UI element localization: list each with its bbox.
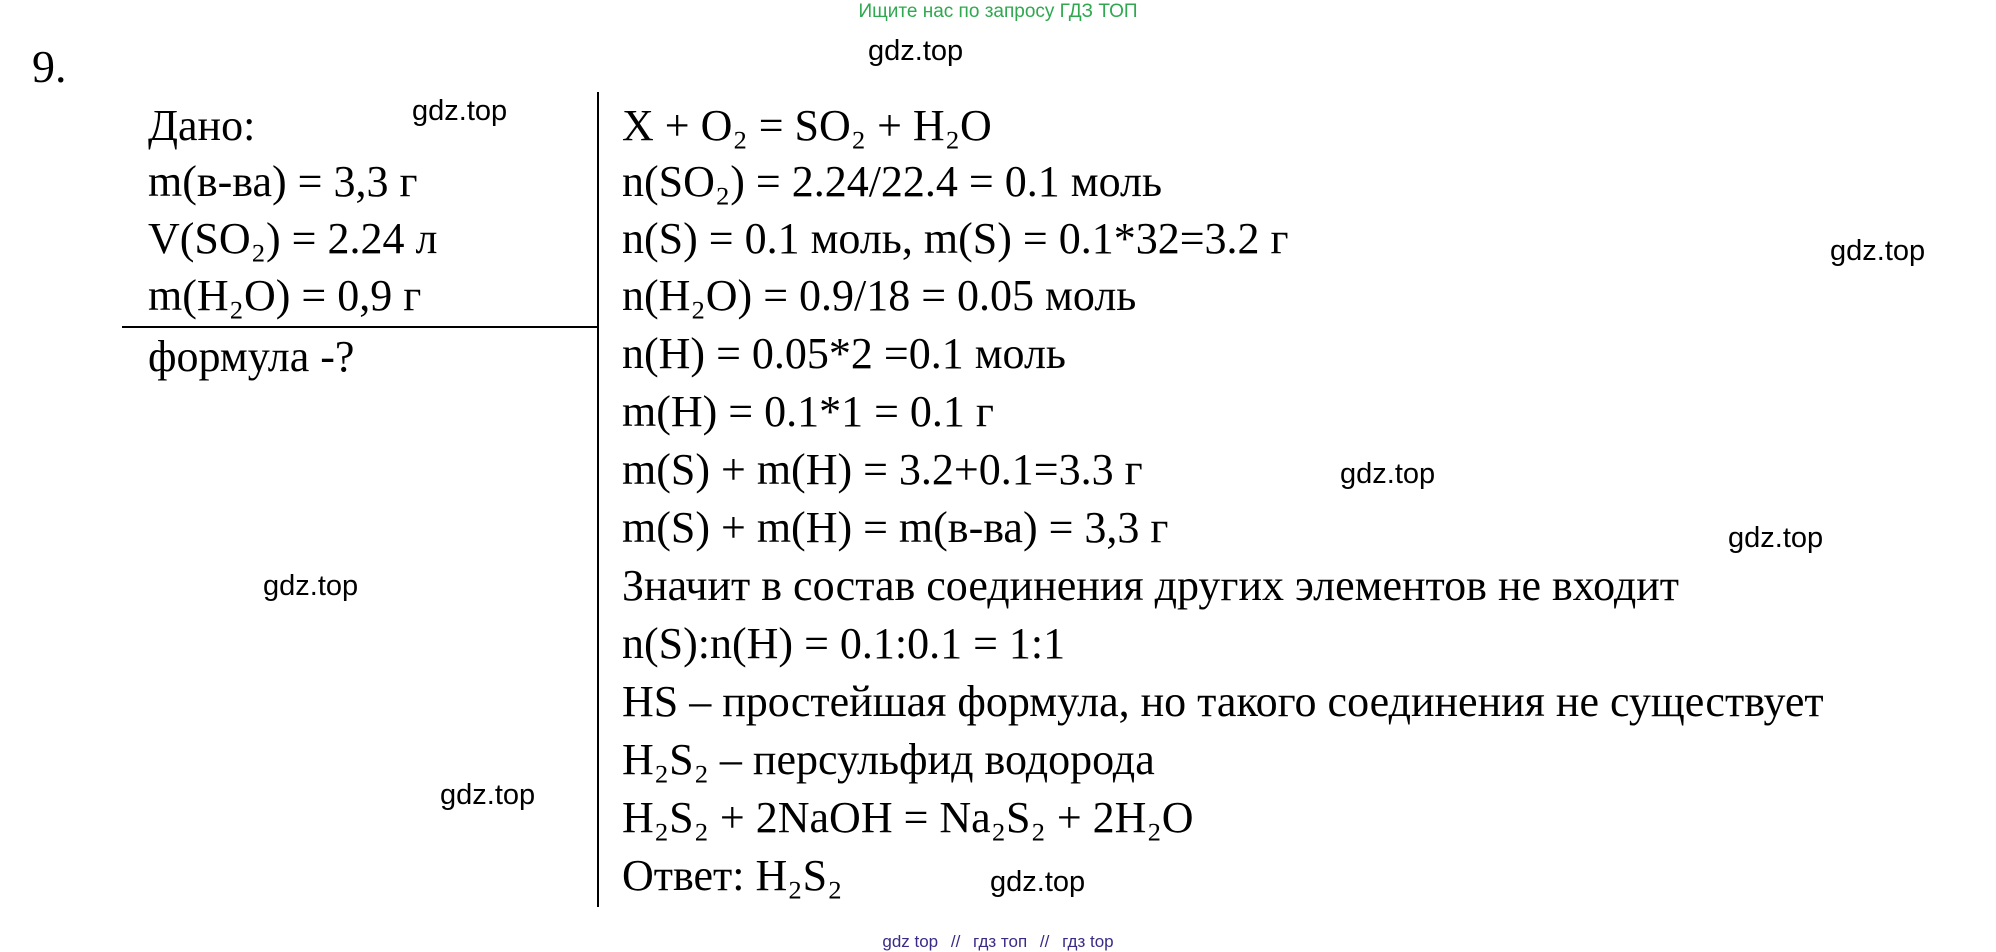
solution-line: n(H) = 0.05*2 =0.1 моль: [622, 329, 1066, 378]
given-find: формула -?: [148, 332, 355, 381]
solution-line: n(S):n(H) = 0.1:0.1 = 1:1: [622, 619, 1066, 668]
given-line: V(SO₂) = 2.24 л: [148, 214, 438, 263]
problem-number: 9.: [32, 41, 67, 92]
solution-line: Значит в состав соединения других элементов не входит: [622, 561, 1680, 610]
watermark: gdz.top: [990, 866, 1086, 898]
answer-line: Ответ: H₂S₂: [622, 851, 843, 900]
footer-link[interactable]: гдз top: [1062, 932, 1114, 951]
footer-separator: //: [950, 932, 961, 951]
solution-line: m(S) + m(H) = m(в-ва) = 3,3 г: [622, 503, 1169, 552]
given-divider: [122, 326, 599, 328]
solution-line: H₂S₂ + 2NaOH = Na₂S₂ + 2H₂O: [622, 793, 1194, 842]
solution-line: H₂S₂ – персульфид водорода: [622, 735, 1155, 784]
watermark: gdz.top: [263, 570, 359, 602]
solution-line: m(H) = 0.1*1 = 0.1 г: [622, 387, 994, 436]
watermark: gdz.top: [1340, 458, 1436, 490]
top-banner: Ищите нас по запросу ГДЗ ТОП: [858, 1, 1138, 22]
footer-link[interactable]: gdz top: [882, 932, 939, 951]
watermark: gdz.top: [1830, 235, 1926, 267]
given-line: m(H₂O) = 0,9 г: [148, 271, 422, 320]
watermark: gdz.top: [1728, 522, 1824, 554]
footer-separator: //: [1039, 932, 1050, 951]
footer-link[interactable]: гдз топ: [973, 932, 1028, 951]
given-title: Дано:: [148, 101, 256, 150]
solution-line: n(H₂O) = 0.9/18 = 0.05 моль: [622, 271, 1137, 320]
solution-line: n(SO₂) = 2.24/22.4 = 0.1 моль: [622, 157, 1163, 206]
watermark: gdz.top: [868, 35, 964, 67]
given-line: m(в-ва) = 3,3 г: [148, 157, 418, 206]
solution-line: X + O₂ = SO₂ + H₂O: [622, 101, 992, 150]
column-divider: [597, 92, 599, 907]
solution-line: m(S) + m(H) = 3.2+0.1=3.3 г: [622, 445, 1143, 494]
footer: [0, 932, 1996, 952]
watermark: gdz.top: [440, 779, 536, 811]
solution-line: HS – простейшая формула, но такого соединения не существует: [622, 677, 1824, 726]
watermark: gdz.top: [412, 95, 508, 127]
solution-line: n(S) = 0.1 моль, m(S) = 0.1*32=3.2 г: [622, 214, 1289, 263]
